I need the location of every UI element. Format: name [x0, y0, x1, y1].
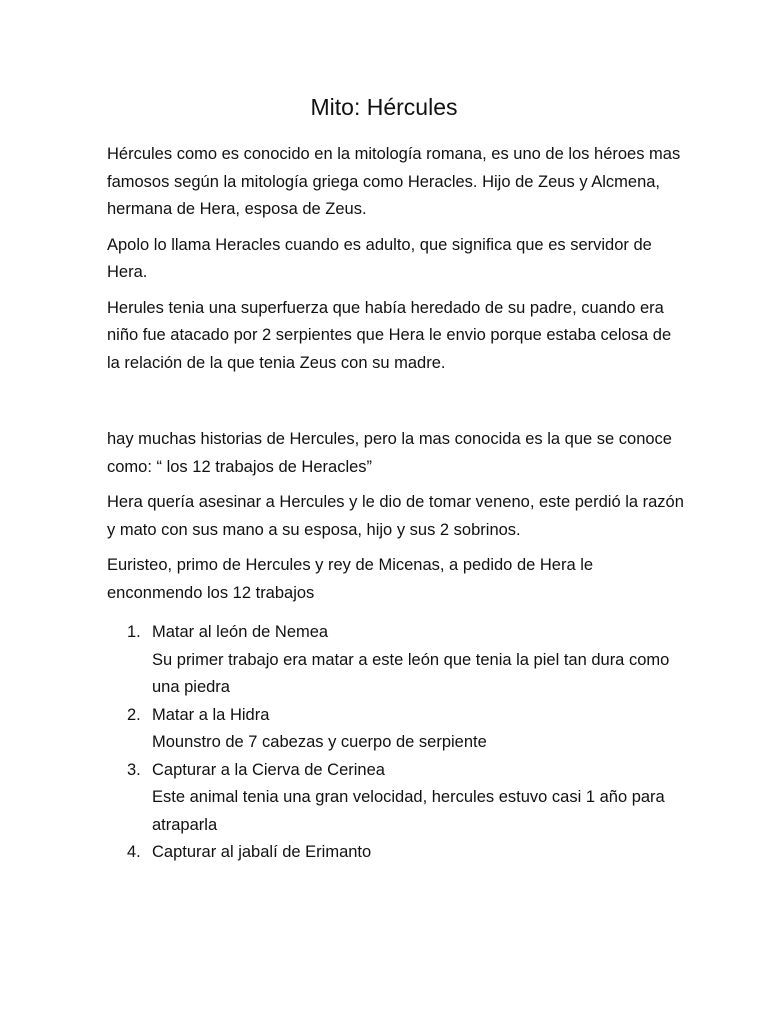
list-item	[107, 757, 687, 840]
list-item-description: Su primer trabajo era matar a este león que tenia la piel tan dura como una piedra	[152, 650, 670, 696]
paragraph-superfuerza: Herules tenia una superfuerza que había heredado de su padre, cuando era niño fue atacado por 2 serpientes que Hera le envio porque estaba celosa de la relación de la que tenia Zeus con su madre.	[107, 298, 672, 372]
paragraph-historias: hay muchas historias de Hercules, pero la mas conocida es la que se conoce como: “ los 12 trabajos de Heracles”	[107, 430, 672, 476]
paragraph-intro: Hércules como es conocido en la mitología romana, es uno de los héroes mas famosos según la mitología griega como Heracles. Hijo de Zeus y Alcmena, hermana de Hera, esposa de Zeus.	[107, 145, 681, 218]
list-item-title: Matar a la Hidra	[152, 705, 270, 724]
list-item-number: 3.	[127, 760, 141, 779]
list-item	[107, 702, 687, 757]
paragraph-spacer	[107, 385, 687, 426]
list-item-title: Capturar a la Cierva de Cerinea	[152, 760, 385, 779]
paragraph-apolo: Apolo lo llama Heracles cuando es adulto, que significa que es servidor de Hera.	[107, 235, 652, 281]
list-item-title: Matar al león de Nemea	[152, 623, 329, 641]
paragraph-euristeo: Euristeo, primo de Hercules y rey de Micenas, a pedido de Hera le enconmendo los 12 trabajos	[107, 556, 594, 602]
list-item-number: 4.	[127, 843, 141, 861]
document-title: Mito: Hércules	[310, 94, 458, 120]
paragraph-veneno: Hera quería asesinar a Hercules y le dio de tomar veneno, este perdió la razón y mato con sus mano a su esposa, hijo y sus 2 sobrinos.	[107, 493, 684, 539]
list-item-number: 2.	[127, 705, 141, 724]
labors-list	[107, 619, 687, 867]
list-item-description: Este animal tenia una gran velocidad, hercules estuvo casi 1 año para atraparla	[152, 788, 665, 834]
document-body	[107, 141, 687, 867]
list-item-title: Capturar al jabalí de Erimanto	[152, 843, 372, 861]
list-item	[107, 619, 687, 702]
list-item-description: Mounstro de 7 cabezas y cuerpo de serpiente	[152, 733, 487, 751]
list-item-number: 1.	[127, 623, 141, 641]
list-item	[107, 839, 687, 867]
